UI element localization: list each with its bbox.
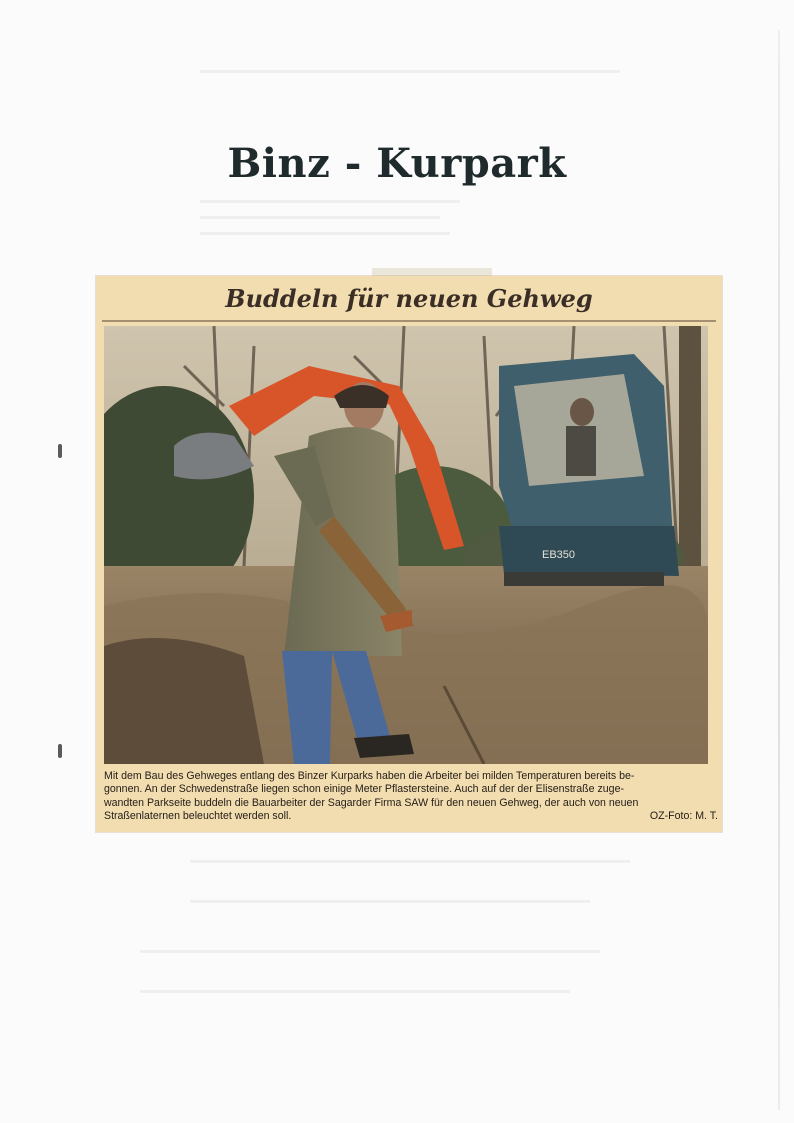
clipping-headline: Buddeln für neuen Gehweg [225, 284, 593, 313]
bleed-through-text [190, 900, 590, 903]
bleed-through-text [140, 950, 600, 953]
photo-credit: OZ-Foto: M. T. [649, 810, 718, 822]
newspaper-clipping [96, 276, 722, 832]
bleed-through-text [200, 216, 440, 219]
caption-line: Straßenlaternen beleuchtet werden soll. [104, 810, 292, 823]
bleed-through-text [200, 70, 620, 73]
news-photo [104, 326, 708, 764]
page-edge [778, 30, 780, 1110]
document-title: Binz - Kurpark [227, 140, 567, 187]
headline-rule [102, 320, 716, 322]
construction-photo-illustration [104, 326, 708, 764]
bleed-through-text [140, 990, 570, 993]
caption-line: wandten Parkseite buddeln die Bauarbeiter der Sagarder Firma SAW für den neuen Gehweg, der auch von neuen [104, 796, 639, 809]
hole-punch-mark [58, 744, 62, 758]
photo-caption [104, 770, 716, 824]
caption-line: gonnen. An der Schwedenstraße liegen schon einige Meter Pflastersteine. Auch auf der der Elisenstraße zuge- [104, 783, 624, 796]
hole-punch-mark [58, 444, 62, 458]
bleed-through-text [190, 860, 630, 863]
bleed-through-text [200, 200, 460, 203]
caption-line: Mit dem Bau des Gehweges entlang des Binzer Kurparks haben die Arbeiter bei milden Temperaturen bereits be- [104, 770, 635, 782]
bleed-through-text [200, 232, 450, 235]
excavator-model-label: EB350 [542, 549, 576, 561]
